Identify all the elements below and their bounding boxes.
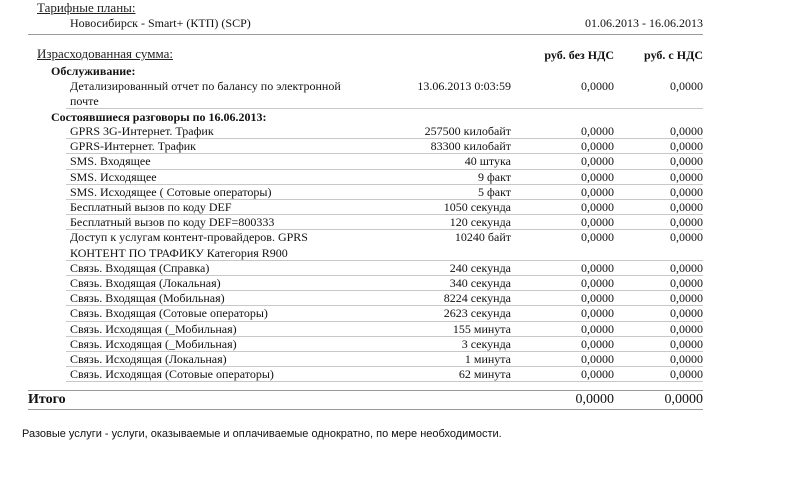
service-item-no-vat: 0,0000 — [581, 79, 614, 93]
call-row-qty: 5 факт — [477, 184, 511, 199]
call-row-vat: 0,0000 — [670, 184, 703, 199]
call-row-qty: 3 секунда — [461, 336, 511, 351]
call-row-qty: 62 минута — [458, 367, 511, 382]
tariff-plan-name: Новосибирск - Smart+ (КТП) (SCP) — [70, 16, 251, 30]
call-row-qty: 2623 секунда — [443, 306, 511, 321]
call-row-qty: 240 секунда — [449, 260, 511, 275]
call-row-name: Доступ к услугам контент-провайдеров. GPRS — [70, 230, 308, 245]
call-row-qty: 10240 байт — [454, 230, 511, 245]
call-row-vat: 0,0000 — [670, 276, 703, 290]
call-row-qty: 1 минута — [464, 352, 511, 366]
call-row-name-cont: КОНТЕНТ ПО ТРАФИКУ Категория R900 — [70, 245, 288, 260]
call-row-name: Связь. Исходящая (Локальная) — [70, 352, 227, 366]
call-row-qty: 120 секунда — [449, 215, 511, 230]
call-row-vat: 0,0000 — [670, 169, 703, 184]
call-row-no-vat: 0,0000 — [581, 215, 614, 230]
call-row-no-vat: 0,0000 — [581, 154, 614, 169]
service-item-qty: 13.06.2013 0:03:59 — [417, 79, 511, 93]
call-row-vat: 0,0000 — [670, 200, 703, 214]
call-row-name: Бесплатный вызов по коду DEF — [70, 200, 232, 214]
call-row-name: SMS. Исходящее — [70, 169, 157, 184]
call-row-no-vat: 0,0000 — [581, 291, 614, 306]
call-row-qty: 40 штука — [464, 154, 511, 169]
call-row-name: Связь. Входящая (Локальная) — [70, 276, 221, 290]
service-item-name-cont: почте — [70, 94, 99, 108]
call-row-no-vat: 0,0000 — [581, 169, 614, 184]
call-row-no-vat: 0,0000 — [581, 336, 614, 351]
call-row-name: Связь. Входящая (Сотовые операторы) — [70, 306, 268, 321]
call-row-vat: 0,0000 — [670, 154, 703, 169]
call-row-vat: 0,0000 — [670, 321, 703, 336]
call-row-vat: 0,0000 — [670, 215, 703, 230]
call-row-qty: 83300 килобайт — [430, 139, 511, 154]
total-divider — [28, 390, 703, 391]
call-row-qty: 1050 секунда — [443, 200, 511, 214]
tariff-section-title: Тарифные планы: — [37, 0, 136, 15]
call-row-qty: 340 секунда — [449, 276, 511, 290]
call-row-vat: 0,0000 — [670, 124, 703, 138]
total-bottom-divider — [28, 409, 703, 410]
call-row-name: GPRS 3G-Интернет. Трафик — [70, 124, 214, 138]
service-item-vat: 0,0000 — [670, 79, 703, 93]
call-row-qty: 257500 килобайт — [424, 124, 511, 138]
total-label: Итого — [28, 392, 66, 407]
call-row-name: SMS. Входящее — [70, 154, 151, 169]
call-row-qty: 8224 секунда — [443, 291, 511, 306]
call-row-name: SMS. Исходящее ( Сотовые операторы) — [70, 184, 272, 199]
row-divider — [66, 381, 703, 382]
call-row-no-vat: 0,0000 — [581, 260, 614, 275]
call-row-name: Связь. Исходящая (_Мобильная) — [70, 336, 237, 351]
call-row-no-vat: 0,0000 — [581, 200, 614, 214]
calls-heading: Состоявшиеся разговоры по 16.06.2013: — [51, 110, 267, 124]
call-row-no-vat: 0,0000 — [581, 124, 614, 138]
call-row-no-vat: 0,0000 — [581, 367, 614, 382]
call-row-name: Связь. Входящая (Мобильная) — [70, 291, 225, 306]
call-row-name: GPRS-Интернет. Трафик — [70, 139, 196, 154]
call-row-no-vat: 0,0000 — [581, 276, 614, 290]
call-row-vat: 0,0000 — [670, 291, 703, 306]
tariff-period: 01.06.2013 - 16.06.2013 — [585, 16, 703, 30]
service-heading: Обслуживание: — [51, 64, 136, 78]
call-row-name: Бесплатный вызов по коду DEF=800333 — [70, 215, 275, 230]
call-row-no-vat: 0,0000 — [581, 306, 614, 321]
footnote: Разовые услуги - услуги, оказываемые и оплачиваемые однократно, по мере необходимости. — [22, 428, 502, 440]
call-row-no-vat: 0,0000 — [581, 321, 614, 336]
call-row-name: Связь. Исходящая (Сотовые операторы) — [70, 367, 274, 382]
call-row-vat: 0,0000 — [670, 230, 703, 245]
col-header-vat: руб. с НДС — [644, 48, 703, 62]
call-row-no-vat: 0,0000 — [581, 352, 614, 366]
call-row-vat: 0,0000 — [670, 367, 703, 382]
call-row-name: Связь. Входящая (Справка) — [70, 260, 210, 275]
total-vat: 0,0000 — [664, 392, 703, 407]
call-row-vat: 0,0000 — [670, 306, 703, 321]
call-row-name: Связь. Исходящая (_Мобильная) — [70, 321, 237, 336]
call-row-vat: 0,0000 — [670, 260, 703, 275]
call-row-no-vat: 0,0000 — [581, 139, 614, 154]
call-row-vat: 0,0000 — [670, 336, 703, 351]
call-row-vat: 0,0000 — [670, 139, 703, 154]
col-header-no-vat: руб. без НДС — [544, 48, 614, 62]
total-no-vat: 0,0000 — [575, 392, 614, 407]
call-row-qty: 155 минута — [452, 321, 511, 336]
call-row-vat: 0,0000 — [670, 352, 703, 366]
call-row-no-vat: 0,0000 — [581, 230, 614, 245]
spent-section-title: Израсходованная сумма: — [37, 46, 173, 61]
call-row-no-vat: 0,0000 — [581, 184, 614, 199]
service-item-name: Детализированный отчет по балансу по электронной — [70, 79, 341, 93]
call-row-qty: 9 факт — [477, 169, 511, 184]
